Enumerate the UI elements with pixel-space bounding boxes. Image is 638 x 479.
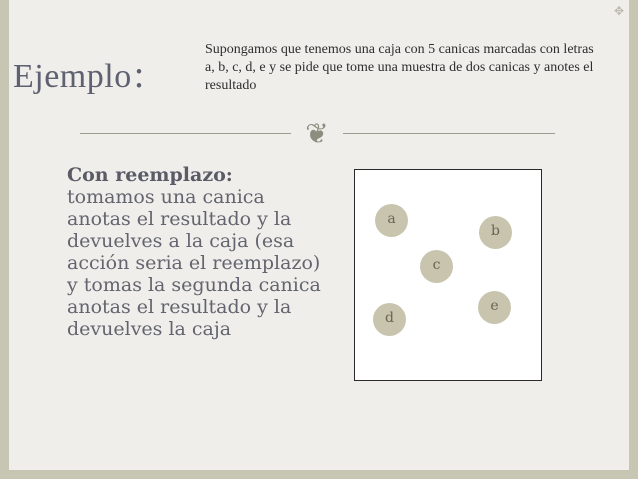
frame-bottom (0, 470, 638, 479)
frame-right (629, 0, 638, 479)
marble-b: b (479, 216, 512, 249)
body-text (67, 164, 327, 340)
marble-box (354, 169, 542, 381)
marble-c: c (420, 250, 453, 283)
intro-text: Supongamos que tenemos una caja con 5 canicas marcadas con letras a, b, c, d, e y se pide que tome una muestra de dos canicas y anotes el resultado (205, 42, 594, 93)
divider-line-right (343, 133, 555, 134)
divider-line-left (80, 133, 291, 134)
frame-left (0, 0, 9, 479)
marble-e: e (478, 291, 511, 324)
body-heading: Con reemplazo: (67, 164, 233, 186)
slide-title-text: Ejemplo (13, 58, 132, 95)
slide-title-colon: : (133, 54, 145, 96)
ornamental-flourish-icon: ❦ (305, 117, 329, 150)
body-paragraph: tomamos una canica anotas el resultado y la devuelves a la caja (esa acción seria el reemplazo) y tomas la segunda canica anotas el resultado y la devuelves la caja (67, 186, 321, 340)
corner-decoration-icon: ✥ (613, 4, 624, 18)
slide-title (13, 53, 145, 97)
marble-d: d (373, 303, 406, 336)
marble-a: a (375, 204, 408, 237)
